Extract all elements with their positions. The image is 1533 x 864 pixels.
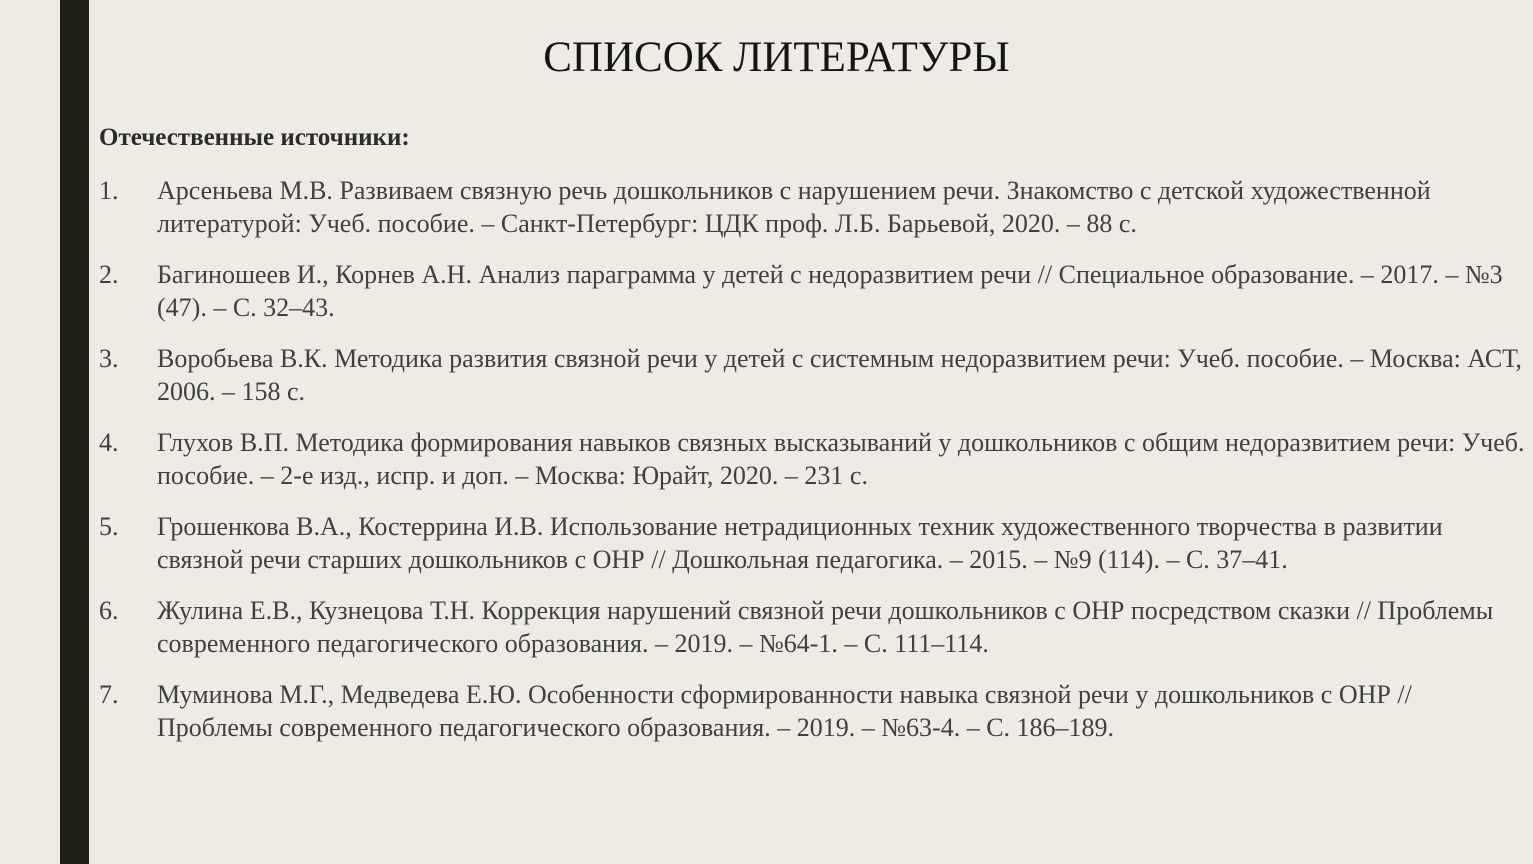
- reference-list: [99, 174, 1527, 762]
- reference-item: [99, 678, 1527, 744]
- reference-text: Муминова М.Г., Медведева Е.Ю. Особенности сформированности навыка связной речи у дошкольников с ОНР // Проблемы современного педагогического образования. – 2019. – №63-4. – С. 186–189.: [157, 680, 1412, 742]
- reference-item: [99, 594, 1527, 660]
- reference-text: Жулина Е.В., Кузнецова Т.Н. Коррекция нарушений связной речи дошкольников с ОНР посредством сказки // Проблемы современного педагогического образования. – 2019. – №64-1. – С. 111–114.: [157, 596, 1494, 658]
- reference-number: 4.: [99, 428, 119, 457]
- reference-number: 7.: [99, 680, 119, 709]
- slide-title: СПИСОК ЛИТЕРАТУРЫ: [543, 34, 1010, 81]
- reference-number: 2.: [99, 260, 119, 289]
- reference-text: Грошенкова В.А., Костеррина И.В. Использование нетрадиционных техник художественного творчества в развитии связной речи старших дошкольников с ОНР // Дошкольная педагогика. – 2015. – №9 (114). – С. 37–41.: [157, 512, 1443, 574]
- reference-text: Багиношеев И., Корнев А.Н. Анализ параграмма у детей с недоразвитием речи // Специальное образование. – 2017. – №3 (47). – С. 32–43.: [157, 260, 1503, 322]
- reference-item: [99, 174, 1527, 240]
- reference-item: [99, 426, 1527, 492]
- reference-item: [99, 258, 1527, 324]
- reference-text: Воробьева В.К. Методика развития связной речи у детей с системным недоразвитием речи: Учеб. пособие. – Москва: АСТ, 2006. – 158 с.: [157, 344, 1522, 406]
- reference-number: 3.: [99, 344, 119, 373]
- reference-number: 6.: [99, 596, 119, 625]
- section-subheading: Отечественные источники:: [99, 124, 410, 151]
- reference-item: [99, 510, 1527, 576]
- reference-number: 5.: [99, 512, 119, 541]
- left-accent-bar: [60, 0, 89, 864]
- reference-text: Арсеньева М.В. Развиваем связную речь дошкольников с нарушением речи. Знакомство с детской художественной литературой: Учеб. пособие. – Санкт-Петербург: ЦДК проф. Л.Б. Барьевой, 2020. – 88 с.: [157, 176, 1431, 238]
- reference-item: [99, 342, 1527, 408]
- reference-text: Глухов В.П. Методика формирования навыков связных высказываний у дошкольников с общим недоразвитием речи: Учеб. пособие. – 2-е изд., испр. и доп. – Москва: Юрайт, 2020. – 231 с.: [157, 428, 1525, 490]
- reference-number: 1.: [99, 176, 119, 205]
